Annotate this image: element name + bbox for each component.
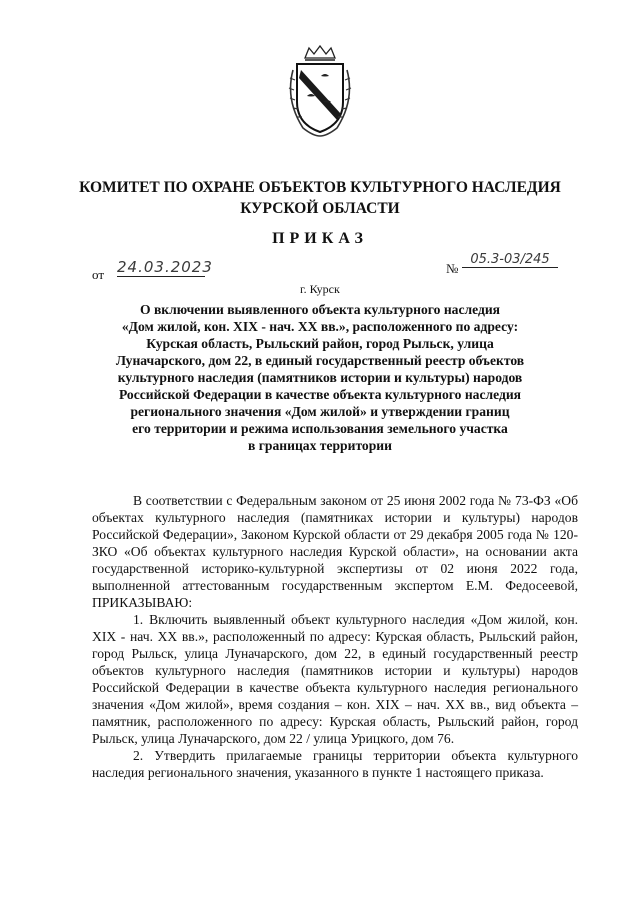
number-prefix: № (446, 261, 459, 276)
item-2-paragraph: 2. Утвердить прилагаемые границы территории объекта культурного наследия регионального значения, указанного в пункте 1 настоящего приказа. (92, 748, 578, 780)
handwritten-number: 05.3-03/245 (462, 252, 558, 268)
preamble-paragraph: В соответствии с Федеральным законом от 25 июня 2002 года № 73-ФЗ «Об объектах культурного наследия (памятниках истории и культуры) народов Российской Федерации», Законом Курской области от 29 декабря 2005 года № 120-ЗКО «Об объектах культурного наследия Курской области», на основании акта государственной историко-культурной экспертизы от 02 июня 2022 года, выполненной аттестованным государственным экспертом Е.М. Федосеевой, ПРИКАЗЫВАЮ: (92, 493, 578, 610)
title-line: Российской Федерации в качестве объекта культурного наследия (118, 387, 522, 402)
coat-of-arms-emblem (283, 44, 357, 140)
title-line: в границах территории (248, 438, 392, 453)
org-line-2: КУРСКОЙ ОБЛАСТИ (240, 200, 400, 217)
title-line: Курская область, Рыльский район, город Рыльск, улица (146, 336, 494, 351)
title-line: О включении выявленного объекта культурного наследия (139, 302, 501, 317)
title-line: регионального значения «Дом жилой» и утверждении границ (130, 404, 510, 419)
document-type: ПРИКАЗ (272, 230, 368, 247)
city-label: г. Курск (300, 282, 340, 296)
item-1-paragraph: 1. Включить выявленный объект культурного наследия «Дом жилой, кон. XIX - нач. XX вв.», расположенный по адресу: Курская область, Рыльский район, город Рыльск, улица Луначарского, дом 22, в единый государственный реестр объектов культурного наследия (памятников истории и культуры) народов Российской Федерации в качестве объекта культурного наследия регионального значения «Дом жилой», время создания – кон. XIX – нач. XX вв., вид объекта – памятник, расположенного по адресу: Курская область, Рыльский район, город Рыльск, улица Луначарского, дом 22 / улица Урицкого, дом 76. (92, 612, 578, 746)
date-prefix: от (92, 267, 105, 282)
title-line: культурного наследия (памятников истории и культуры) народов (117, 370, 523, 385)
organization-name (40, 177, 600, 219)
order-title (96, 301, 544, 454)
title-line: Луначарского, дом 22, в единый государственный реестр объектов (115, 353, 525, 368)
handwritten-date: 24.03.2023 (117, 258, 213, 276)
title-line: его территории и режима использования земельного участка (132, 421, 508, 436)
org-line-1: КОМИТЕТ ПО ОХРАНЕ ОБЪЕКТОВ КУЛЬТУРНОГО НАСЛЕДИЯ (79, 179, 561, 196)
order-body (92, 492, 578, 781)
title-line: «Дом жилой, кон. XIX - нач. XX вв.», расположенного по адресу: (121, 319, 519, 334)
